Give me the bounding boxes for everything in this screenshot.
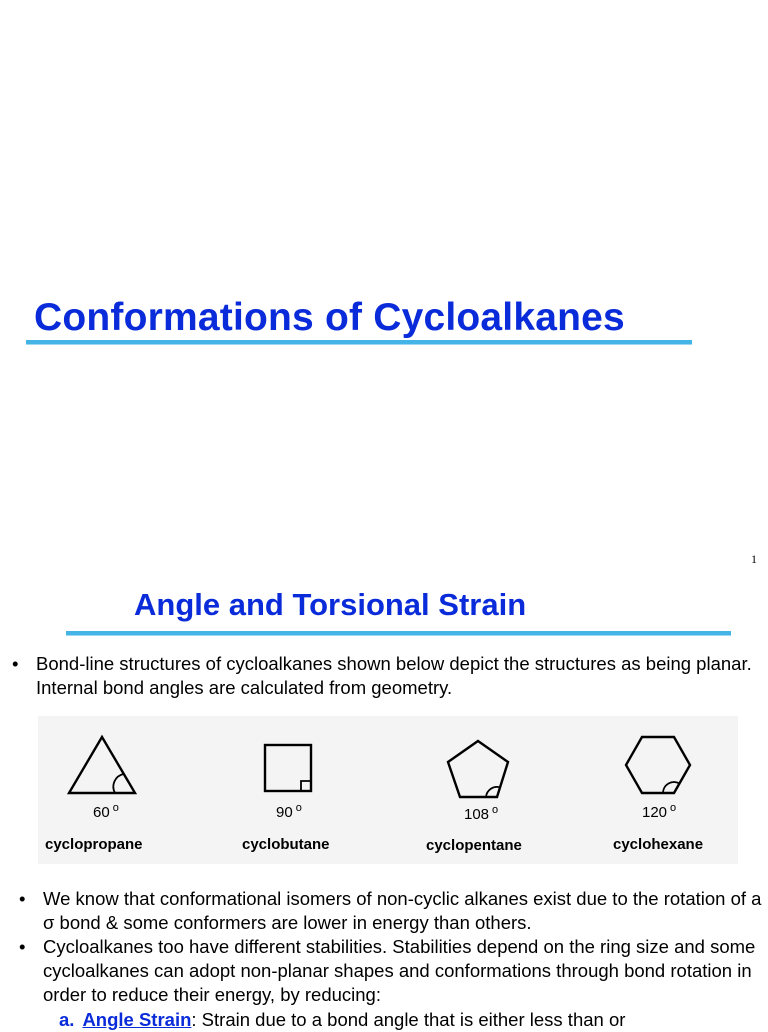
ring-figure — [38, 716, 738, 864]
bullet-2 — [19, 887, 763, 935]
bullet-dot: • — [19, 936, 26, 957]
slide1-title: Conformations of Cycloalkanes — [34, 296, 625, 339]
slide2-title-underline — [66, 631, 731, 636]
degree-symbol: o — [492, 804, 499, 816]
ring-angle — [642, 802, 676, 821]
cyclopentane-ring — [445, 738, 513, 802]
bullet-dot: • — [12, 653, 19, 674]
slide2-title: Angle and Torsional Strain — [134, 587, 527, 622]
sub-item-angle-strain — [59, 1008, 759, 1032]
ring-angle-value: 120 — [642, 804, 668, 821]
sub-item-text: : Strain due to a bond angle that is either less than or — [191, 1009, 626, 1030]
ring-name: cyclopropane — [45, 836, 143, 853]
sub-item-prefix: a. — [59, 1009, 75, 1030]
cyclobutane-ring — [263, 743, 315, 795]
degree-symbol: o — [112, 802, 119, 814]
ring-name: cyclopentane — [426, 837, 522, 854]
degree-symbol: o — [670, 802, 677, 814]
bullet-2-text: We know that conformational isomers of non-cyclic alkanes exist due to the rotation of a σ bond & some conformers are lower in energy than others. — [43, 888, 762, 933]
bullet-1-text: Bond-line structures of cycloalkanes shown below depict the structures as being planar. Internal bond angles are calculated from geometry. — [36, 653, 752, 698]
bullet-1 — [12, 652, 761, 700]
ring-name: cyclobutane — [242, 836, 330, 853]
bullet-3-text: Cycloalkanes too have different stabilities. Stabilities depend on the ring size and some cycloalkanes can adopt non-planar shapes and conformations through bond rotation in order to reduce their energy, by reducing: — [43, 936, 756, 1005]
ring-angle-value: 90 — [276, 804, 293, 821]
ring-name: cyclohexane — [613, 836, 704, 853]
bullet-dot: • — [19, 888, 26, 909]
ring-angle-value: 60 — [93, 804, 110, 821]
sub-item-label: Angle Strain — [82, 1009, 192, 1030]
ring-angle — [276, 802, 302, 821]
ring-angle-value: 108 — [464, 806, 490, 823]
degree-symbol: o — [295, 802, 302, 814]
ring-angle — [93, 802, 119, 821]
slide1-title-underline — [26, 340, 692, 345]
bullet-3 — [19, 935, 763, 1007]
cyclohexane-ring — [623, 734, 693, 796]
page-number: 1 — [751, 552, 757, 566]
ring-angle — [464, 804, 498, 823]
cyclopropane-ring — [66, 734, 138, 796]
